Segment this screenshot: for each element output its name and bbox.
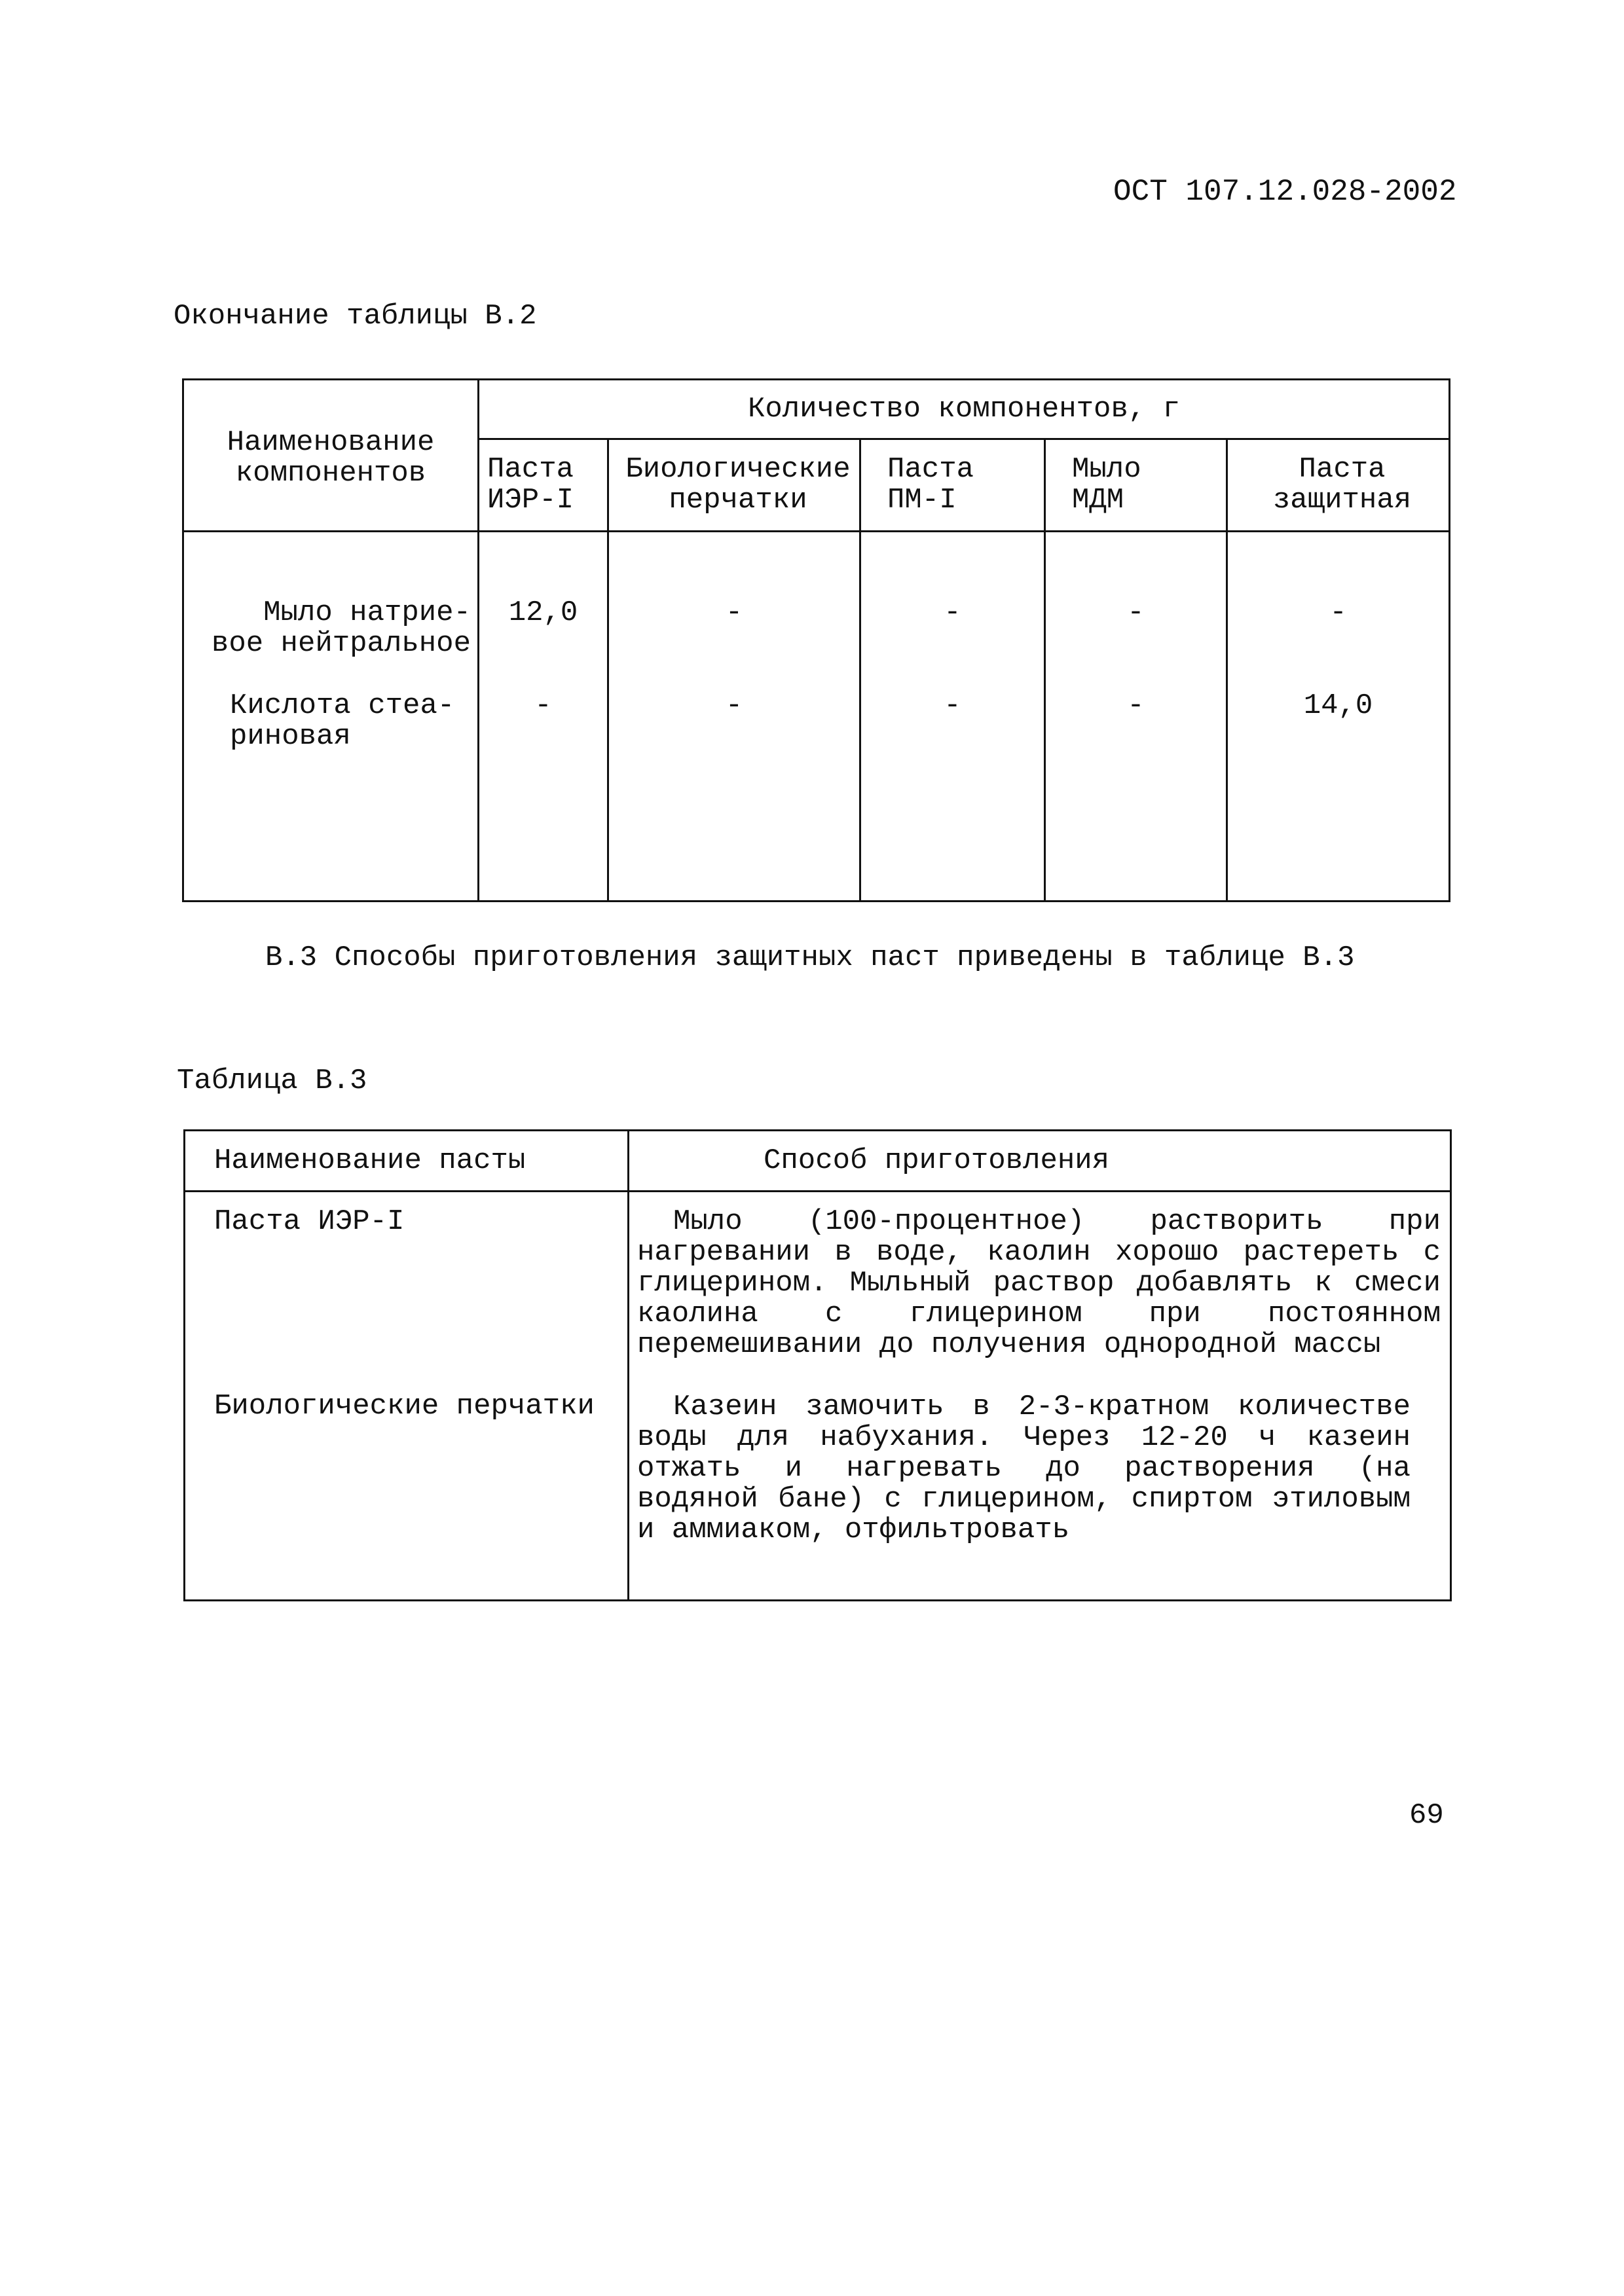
table-b3-methods-column	[629, 1192, 1451, 1601]
table-b2-cell: -	[944, 596, 961, 629]
table-b2-column-header: Биологические перчатки	[608, 439, 860, 532]
table-b2-values-col-2	[608, 532, 860, 902]
table-b2	[182, 378, 1450, 902]
document-code: ОСТ 107.12.028-2002	[1113, 175, 1457, 209]
table-b2-column-header: Мыло МДМ	[1045, 439, 1227, 532]
table-b2-cell: -	[725, 689, 743, 722]
table-b2-header-name: Наименование компонентов	[183, 380, 479, 532]
table-b2-values-col-4	[1045, 532, 1227, 902]
table-b3	[183, 1129, 1452, 1601]
table-b2-header-quantity: Количество компонентов, г	[479, 380, 1450, 439]
table-b2-cell: -	[1329, 596, 1347, 629]
table-b3-row-method: Казеин замочить в 2-3-кратном количестве воды для набухания. Через 12-20 ч казеин отжать и нагревать до растворения (на водяной бане) с глицерином, спиртом этиловым и аммиаком, отфильтровать	[637, 1391, 1411, 1546]
table-b3-header-name: Наименование пасты	[185, 1131, 629, 1192]
table-b2-values-col-5	[1227, 532, 1450, 902]
table-b2-cell: -	[1127, 689, 1145, 722]
table-b2-values-col-1	[479, 532, 608, 902]
table-b3-caption: Таблица В.3	[177, 1065, 367, 1097]
table-b2-cell: -	[725, 596, 743, 629]
table-b2-row-names	[183, 532, 479, 902]
table-b2-cell: -	[534, 689, 552, 722]
table-b2-column-header: Паста ИЭР-I	[479, 439, 608, 532]
table-b2-cell: -	[1127, 596, 1145, 629]
table-b3-row-name: Биологические перчатки	[214, 1390, 595, 1423]
section-b3-text: В.3 Способы приготовления защитных паст приведены в таблице В.3	[265, 941, 1355, 974]
table-b2-cell: 14,0	[1303, 689, 1373, 722]
table-b2-row-name: Кислота стеа- риновая	[230, 689, 455, 753]
table-b3-row-method: Мыло (100-процентное) растворить при нагревании в воде, каолин хорошо растереть с глицерином. Мыльный раствор добавлять к смеси каолина с глицерином при постоянном перемешивании до получения однородной массы	[637, 1205, 1441, 1361]
table-b3-names-column	[185, 1192, 629, 1601]
page-number: 69	[1409, 1799, 1444, 1832]
table-b2-values-col-3	[860, 532, 1045, 902]
table-b2-row-name: Мыло натрие- вое нейтральное	[211, 596, 471, 660]
table-b3-row-name: Паста ИЭР-I	[214, 1205, 405, 1238]
table-b2-column-header: Паста защитная	[1227, 439, 1450, 532]
table-b2-cell: -	[944, 689, 961, 722]
table-b2-cell: 12,0	[508, 596, 578, 629]
table-b3-header-method: Способ приготовления	[629, 1131, 1451, 1192]
table-b2-column-header: Паста ПМ-I	[860, 439, 1045, 532]
table-b2-caption: Окончание таблицы В.2	[174, 300, 537, 333]
